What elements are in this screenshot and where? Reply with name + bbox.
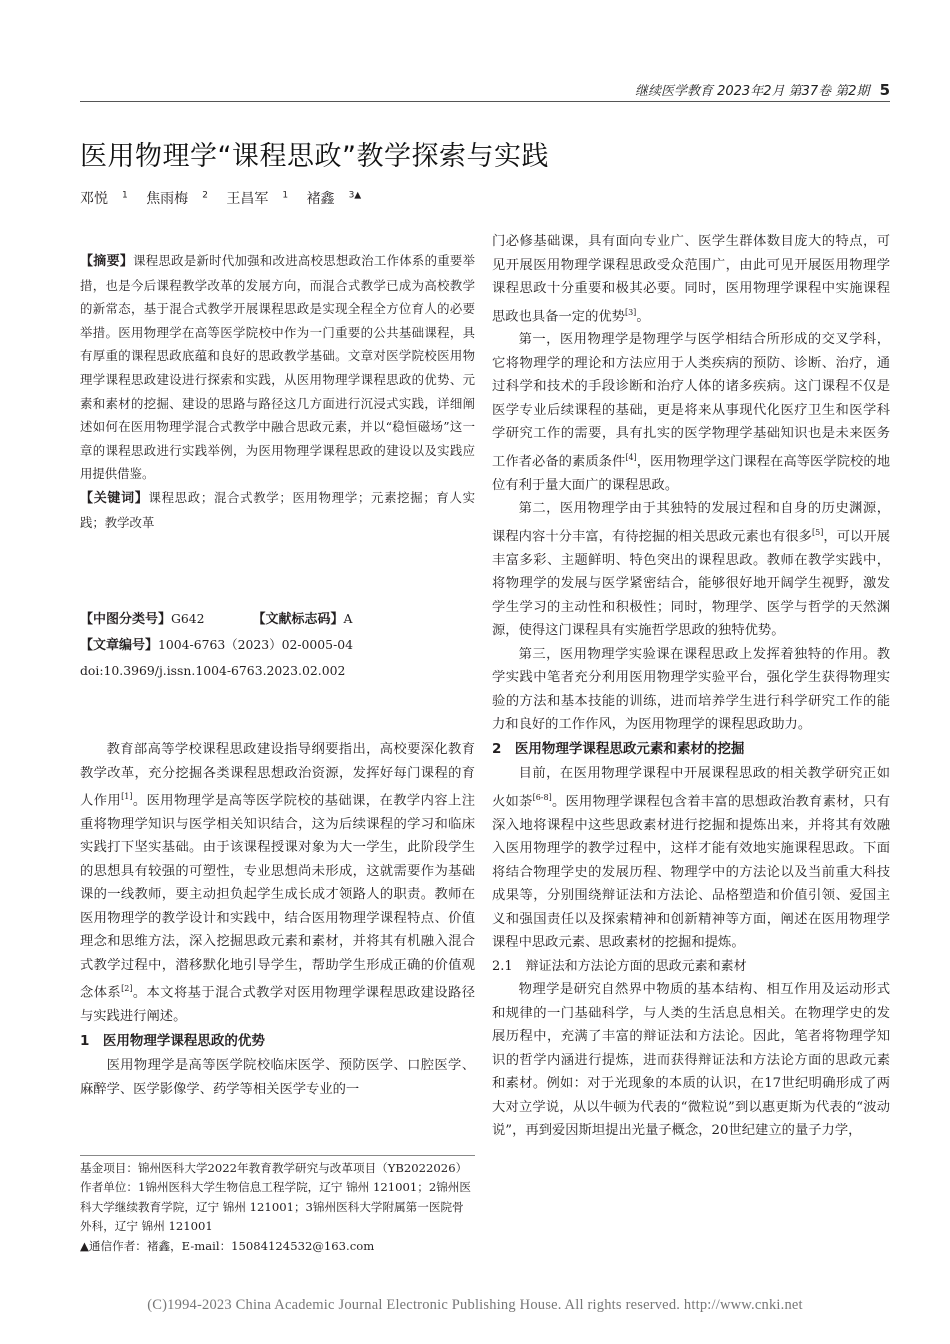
paragraph: 目前，在医用物理学课程中开展课程思政的相关教学研究正如火如荼[6-8]。医用物理学课程包含着丰富的思想政治教育素材，只有深入地将课程中这些思政素材进行挖掘和提炼出来，并将其有效融入医用物理学的教学过程中，这样才能有效地实施课程思政。下面将结合物理学史的发展历程、物理学中的方法论以及当前重大科技成果等，分别围绕辩证法和方法论、品格塑造和价值引领、爱国主义和强国责任以及探索精神和创新精神等方面，阐述在医用物理学课程中思政元素、思政素材的挖掘和提炼。 xyxy=(492,766,890,951)
abstract-label: 【摘要】 xyxy=(80,254,134,269)
author[interactable]: 邓悦 $^1$ xyxy=(80,190,128,207)
footnote-rule xyxy=(80,1155,475,1156)
corresponding-author[interactable]: ▲通信作者：褚鑫，E-mail：15084124532@163.com xyxy=(80,1238,375,1253)
article-number-line xyxy=(80,633,353,657)
footnotes xyxy=(80,1159,475,1256)
section-heading-2: 2 医用物理学课程思政元素和素材的挖掘 xyxy=(492,740,745,757)
doc-code-value: A xyxy=(343,611,353,626)
running-header xyxy=(600,80,890,99)
author[interactable]: 褚鑫 $^{3▲}$ xyxy=(306,190,362,207)
header-rule xyxy=(80,101,890,102)
doi[interactable]: doi:10.3969/j.issn.1004-6763.2023.02.002 xyxy=(80,663,346,678)
article-no-label: 【文章编号】 xyxy=(80,638,159,653)
paragraph: 门必修基础课，具有面向专业广、医学生群体数目庞大的特点，可见开展医用物理学课程思政受众范围广，由此可见开展医用物理学课程思政十分重要和极其必要。同时，医用物理学课程中实施课程思政也具备一定的优势[3]。 xyxy=(492,234,890,324)
citation[interactable]: [4] xyxy=(625,452,637,462)
abstract-text: 课程思政是新时代加强和改进高校思想政治工作体系的重要举措，也是今后课程教学改革的发展方向，而混合式教学已成为高校教学的新常态，基于混合式教学开展课程思政是实现全程全方位育人的必要举措。医用物理学在高等医学院校中作为一门重要的公共基础课程，具有厚重的课程思政底蕴和良好的思政教学基础。文章对医学院校医用物理学课程思政建设进行探索和实践，从医用物理学课程思政的优势、元素和素材的挖掘、建设的思路与路径这几方面进行沉浸式实践，详细阐述如何在医用物理学混合式教学中融合思政元素，并以“稳恒磁场”这一章的课程思政进行实践举例，为医用物理学课程思政的建设以及实践应用提供借鉴。 xyxy=(80,253,475,482)
right-column xyxy=(492,230,890,1143)
intro-paragraph: 教育部高等学校课程思政建设指导纲要指出，高校要深化教育教学改革，充分挖掘各类课程思想政治资源，发挥好每门课程的育人作用[1]。医用物理学是高等医学院校的基础课，在教学内容上注重将物理学知识与医学相关知识结合，这为后续课程的学习和临床实践打下坚实基础。由于该课程授课对象为大一学生，此阶段学生的思想具有较强的可塑性，专业思想尚未形成，这就需要作为基础课的一线教师，要主动担负起学生成长成才领路人的职责。教师在医用物理学的教学设计和实践中，结合医用物理学课程特点、价值理念和思维方法，深入挖掘思政元素和素材，并将其有机融入混合式教学过程中，潜移默化地引导学生，帮助学生形成正确的价值观念体系[2]。本文将基于混合式教学对医用物理学课程思政建设路径与实践进行阐述。 xyxy=(80,742,476,1025)
paragraph: 第一，医用物理学是物理学与医学相结合所形成的交叉学科，它将物理学的理论和方法应用于人类疾病的预防、诊断、治疗，通过科学和技术的手段诊断和治疗人体的诸多疾病。这门课程不仅是医学专业后续课程的基础，更是将来从事现代化医疗卫生和医学科学研究工作的需要，具有扎实的医学物理学基础知识也是未来医务工作者必备的素质条件[4]，医用物理学这门课程在高等医学院校的地位有利于量大面广的课程思政。 xyxy=(492,332,891,493)
copyright-notice: (C)1994-2023 China Academic Journal Electronic Publishing House. All rights reserved. http://www.cnki.net xyxy=(147,1297,803,1313)
paragraph: 第三，医用物理学实验课在课程思政上发挥着独特的作用。教学实践中笔者充分利用医用物理学实验平台，强化学生获得物理实验的方法和基本技能的训练，进而培养学生进行科学研究工作的能力和良好的工作作风，为医用物理学的课程思政助力。 xyxy=(492,646,890,733)
article-title: 医用物理学“课程思政”教学探索与实践 xyxy=(80,141,549,172)
section-heading-1: 1 医用物理学课程思政的优势 xyxy=(80,1032,265,1049)
affiliation-note: 作者单位：1锦州医科大学生物信息工程学院，辽宁 锦州 121001；2锦州医科大学继续教育学院，辽宁 锦州 121001；3锦州医科大学附属第一医院骨外科，辽宁 锦州 121001 xyxy=(80,1180,472,1234)
abstract xyxy=(80,249,475,534)
citation[interactable]: [2] xyxy=(121,984,133,994)
citation[interactable]: [5] xyxy=(812,527,824,537)
citation[interactable]: [6-8] xyxy=(532,792,552,802)
clc-value: G642 xyxy=(171,611,205,626)
journal-info: 继续医学教育 2023年2月 第37卷 第2期 xyxy=(634,84,870,99)
paragraph: 医用物理学是高等医学院校临床医学、预防医学、口腔医学、麻醉学、医学影像学、药学等相关医学专业的一 xyxy=(80,1058,475,1097)
classification-line xyxy=(80,607,352,631)
author-list xyxy=(80,188,375,208)
paragraph: 第二，医用物理学由于其独特的发展过程和自身的历史渊源，课程内容十分丰富，有待挖掘的相关思政元素也有很多[5]，可以开展丰富多彩、主题鲜明、特色突出的课程思政。教师在教学实践中，将物理学的发展与医学紧密结合，能够很好地开阔学生视野，激发学生学习的主动性和积极性；同时，物理学、医学与哲学的天然渊源，使得这门课程具有实施哲学思政的独特优势。 xyxy=(492,501,891,639)
subsection-heading-2-1: 2.1 辩证法和方法论方面的思政元素和素材 xyxy=(492,958,747,974)
author[interactable]: 焦雨梅 $^2$ xyxy=(146,190,208,207)
keywords-label: 【关键词】 xyxy=(80,490,149,506)
doc-code-label: 【文献标志码】 xyxy=(252,612,344,627)
page-number: 5 xyxy=(879,81,890,99)
left-column xyxy=(80,738,475,1101)
fund-note: 基金项目：锦州医科大学2022年教育教学研究与改革项目（YB2022026） xyxy=(80,1161,468,1175)
clc-label: 【中图分类号】 xyxy=(80,612,172,627)
keywords-text: 课程思政；混合式教学；医用物理学；元素挖掘；育人实践；教学改革 xyxy=(80,489,475,530)
citation[interactable]: [3] xyxy=(624,307,637,317)
citation[interactable]: [1] xyxy=(121,792,133,801)
article-no-value: 1004-6763（2023）02-0005-04 xyxy=(158,637,354,652)
author[interactable]: 王昌军 $^1$ xyxy=(226,190,289,207)
paragraph: 物理学是研究自然界中物质的基本结构、相互作用及运动形式和规律的一门基础科学，与人类的生活息息相关。在物理学史的发展历程中，充满了丰富的辩证法和方法论。因此，笔者将物理学知识的哲学内涵进行提炼，进而获得辩证法和方法论方面的思政元素和素材。例如：对于光现象的本质的认识，在17世纪明确形成了两大对立学说，从以牛顿为代表的“微粒说”到以惠更斯为代表的“波动说”，再到爱因斯坦提出光量子概念，20世纪建立的量子力学， xyxy=(492,982,890,1139)
